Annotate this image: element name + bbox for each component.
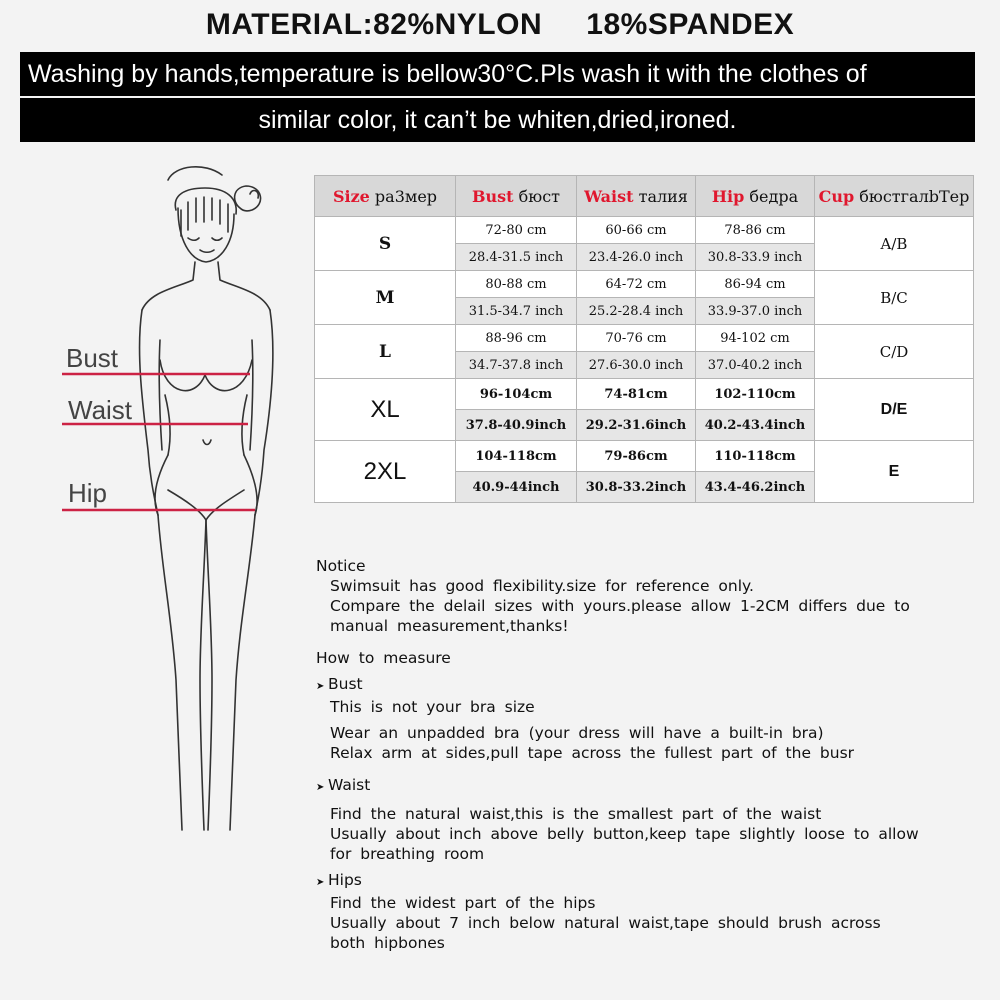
care-instructions-line-2: similar color, it can’t be whiten,dried,ironed. — [20, 98, 975, 142]
size-cell: 2XL — [315, 441, 456, 503]
instruction-line: both hipbones — [330, 934, 445, 952]
table-row — [315, 217, 974, 244]
table-row — [315, 379, 974, 410]
bust-cm-cell: 96-104cm — [456, 379, 577, 410]
instruction-line: Find the widest part of the hips — [330, 894, 596, 912]
hip-cm-cell: 86-94 cm — [696, 271, 815, 298]
how-to-measure-title: How to measure — [316, 649, 451, 667]
body-outline-illustration — [0, 150, 310, 840]
waist-cm-cell: 64-72 cm — [577, 271, 696, 298]
hip-inch-cell: 30.8-33.9 inch — [696, 244, 815, 271]
cup-cell: C/D — [815, 325, 974, 379]
size-cell: M — [315, 271, 456, 325]
notice-line: Compare the delail sizes with yours.please allow 1-2CM differs due to — [330, 597, 910, 615]
waist-inch-cell: 29.2-31.6inch — [577, 410, 696, 441]
table-row — [315, 271, 974, 298]
table-row — [315, 325, 974, 352]
hip-inch-cell: 43.4-46.2inch — [696, 472, 815, 503]
hips-section-title: ➤ Hips — [316, 870, 992, 893]
notice-line: Swimsuit has good flexibility.size for reference only. — [330, 577, 754, 595]
hip-inch-cell: 40.2-43.4inch — [696, 410, 815, 441]
cup-cell: D/E — [815, 379, 974, 441]
instruction-line: This is not your bra size — [330, 698, 535, 716]
hip-inch-cell: 33.9-37.0 inch — [696, 298, 815, 325]
waist-inch-cell: 27.6-30.0 inch — [577, 352, 696, 379]
bust-cm-cell: 80-88 cm — [456, 271, 577, 298]
bust-section-title: ➤ Bust — [316, 674, 992, 697]
waist-cm-cell: 74-81cm — [577, 379, 696, 410]
waist-inch-cell: 25.2-28.4 inch — [577, 298, 696, 325]
waist-inch-cell: 23.4-26.0 inch — [577, 244, 696, 271]
hip-inch-cell: 37.0-40.2 inch — [696, 352, 815, 379]
notice-title: Notice — [316, 557, 366, 575]
cup-cell: A/B — [815, 217, 974, 271]
body-measurement-figure — [0, 150, 310, 840]
hip-cm-cell: 78-86 cm — [696, 217, 815, 244]
header-cup: Cup бюстгалbТер — [815, 176, 974, 217]
arrow-bullet-icon: ➤ — [316, 782, 325, 793]
bust-cm-cell: 104-118cm — [456, 441, 577, 472]
arrow-bullet-icon: ➤ — [316, 681, 325, 692]
bust-inch-cell: 37.8-40.9inch — [456, 410, 577, 441]
hip-label: Hip — [68, 478, 108, 508]
hip-cm-cell: 110-118cm — [696, 441, 815, 472]
instruction-line: for breathing room — [330, 845, 485, 863]
bust-inch-cell: 28.4-31.5 inch — [456, 244, 577, 271]
hip-cm-cell: 102-110cm — [696, 379, 815, 410]
instruction-line: Usually about 7 inch below natural waist,tape should brush across — [330, 914, 881, 932]
waist-section-title: ➤ Waist — [316, 775, 992, 798]
bust-label: Bust — [66, 343, 119, 373]
size-cell: S — [315, 217, 456, 271]
notice-section — [316, 556, 992, 953]
instruction-line: Relax arm at sides,pull tape across the fullest part of the busr — [330, 744, 855, 762]
header-waist: Waist талия — [577, 176, 696, 217]
notice-line: manual measurement,thanks! — [330, 617, 569, 635]
hip-cm-cell: 94-102 cm — [696, 325, 815, 352]
bust-cm-cell: 72-80 cm — [456, 217, 577, 244]
size-chart-table — [314, 175, 974, 503]
bust-inch-cell: 31.5-34.7 inch — [456, 298, 577, 325]
instruction-line: Usually about inch above belly button,keep tape slightly loose to allow — [330, 825, 919, 843]
bust-inch-cell: 40.9-44inch — [456, 472, 577, 503]
size-cell: L — [315, 325, 456, 379]
table-row — [315, 441, 974, 472]
instruction-line: Wear an unpadded bra (your dress will have a built-in bra) — [330, 724, 824, 742]
instruction-line: Find the natural waist,this is the smallest part of the waist — [330, 805, 822, 823]
waist-cm-cell: 60-66 cm — [577, 217, 696, 244]
table-header-row — [315, 176, 974, 217]
size-cell: XL — [315, 379, 456, 441]
waist-cm-cell: 79-86cm — [577, 441, 696, 472]
header-bust: Bust бюст — [456, 176, 577, 217]
bust-inch-cell: 34.7-37.8 inch — [456, 352, 577, 379]
arrow-bullet-icon: ➤ — [316, 877, 325, 888]
material-title: MATERIAL:82%NYLON 18%SPANDEX — [205, 8, 795, 41]
care-instructions-line-1: Washing by hands,temperature is bellow30°C.Pls wash it with the clothes of — [20, 52, 975, 96]
cup-cell: E — [815, 441, 974, 503]
waist-inch-cell: 30.8-33.2inch — [577, 472, 696, 503]
waist-cm-cell: 70-76 cm — [577, 325, 696, 352]
cup-cell: B/C — [815, 271, 974, 325]
header-size: Size ра3мер — [315, 176, 456, 217]
waist-label: Waist — [68, 395, 133, 425]
bust-cm-cell: 88-96 cm — [456, 325, 577, 352]
header-hip: Hip бедра — [696, 176, 815, 217]
